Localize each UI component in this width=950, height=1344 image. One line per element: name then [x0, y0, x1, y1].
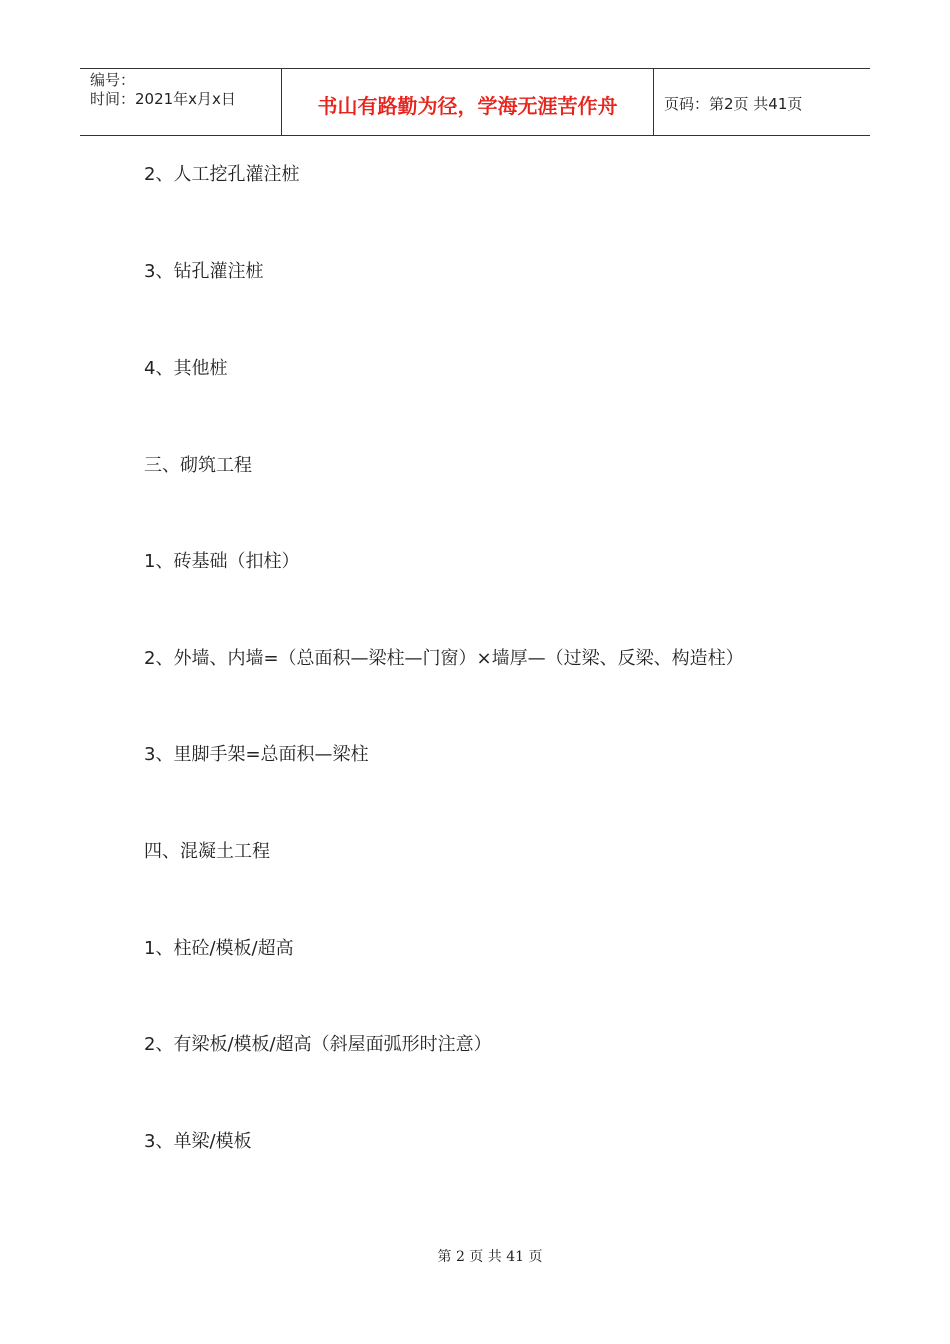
footer-page-number: 第 2 页 共 41 页 — [437, 1249, 543, 1265]
section-heading: 四、混凝土工程 — [144, 841, 270, 862]
header-motto-cell — [282, 69, 654, 135]
header-meta-cell — [80, 69, 282, 135]
serial-label: 编号： — [90, 71, 136, 89]
body-line: 3、钻孔灌注桩 — [144, 261, 264, 282]
page-header — [80, 68, 870, 136]
body-line: 4、其他桩 — [144, 358, 228, 379]
body-line: 2、人工挖孔灌注桩 — [144, 164, 300, 185]
body-line: 2、有梁板/模板/超高（斜屋面弧形时注意） — [144, 1034, 492, 1055]
body-line: 1、柱砼/模板/超高 — [144, 938, 294, 959]
body-line: 1、砖基础（扣柱） — [144, 551, 300, 572]
body-line: 3、里脚手架=总面积—梁柱 — [144, 744, 369, 765]
section-heading: 三、砌筑工程 — [144, 455, 252, 476]
date-label: 时间：2021年x月x日 — [90, 90, 236, 108]
page-footer — [0, 1246, 950, 1266]
page-info-text: 页码：第2页 共41页 — [664, 94, 803, 113]
motto-text: 书山有路勤为径，学海无涯苦作舟 — [317, 93, 618, 118]
header-page-cell — [654, 69, 870, 135]
body-line: 2、外墙、内墙=（总面积—梁柱—门窗）×墙厚—（过梁、反梁、构造柱） — [144, 648, 744, 669]
body-line: 3、单梁/模板 — [144, 1131, 252, 1152]
